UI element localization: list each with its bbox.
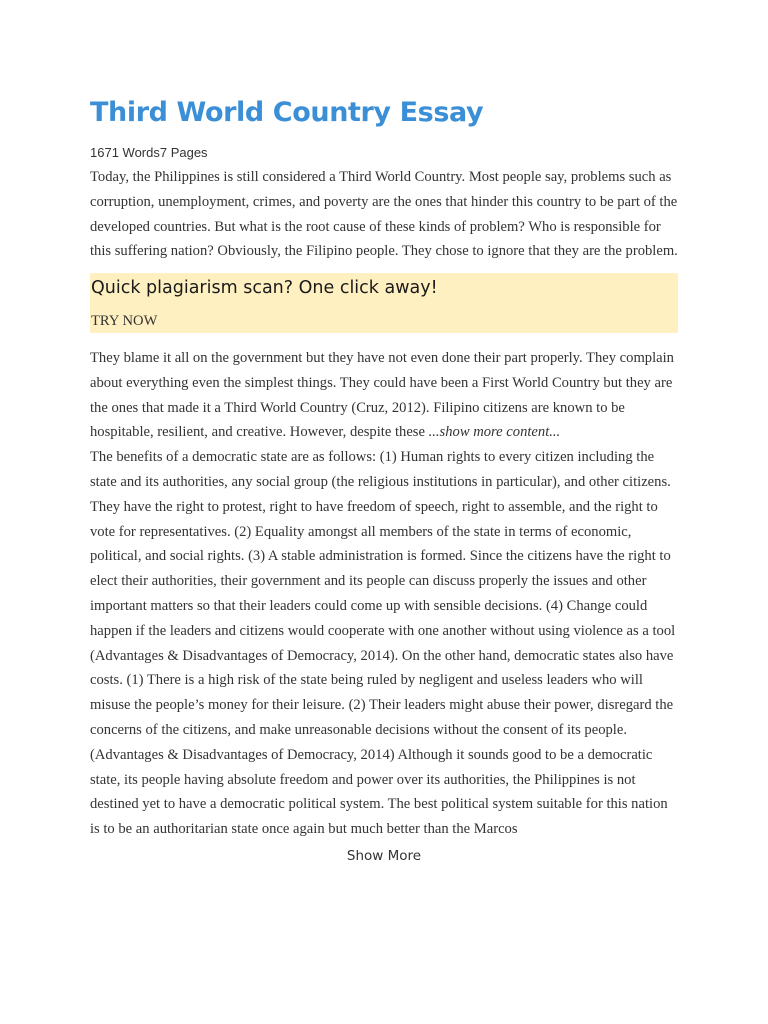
show-more-content-link[interactable]: ...show more content... — [428, 424, 561, 441]
essay-meta: 1671 Words7 Pages — [90, 145, 208, 160]
essay-paragraph-democracy: The benefits of a democratic state are as follows: (1) Human rights to every citizen including the state and its authorities, any social group (the religious institutions in particular), and other citizens. They have the right to protest, right to have freedom of speech, right to assemble, and the right to vote for representatives. (2) Equality amongst all members of the state in terms of economic, political, and social rights. (3) A stable administration is formed. Since the citizens have the right to elect their authorities, their government and its people can discuss properly the issues and other important matters so that their leaders could come up with sensible decisions. (4) Change could happen if the leaders and citizens would cooperate with one another without using violence as a tool (Advantages & Disadvantages of Democracy, 2014). On the other hand, democratic states also have costs. (1) There is a high risk of the state being ruled by negligent and useless leaders who will misuse the people’s money for their leisure. (2) Their leaders might abuse their power, disregard the concerns of the citizens, and make unreasonable decisions without the consent of its people. (Advantages & Disadvantages of Democracy, 2014) Although it sounds good to be a democratic state, its people having absolute freedom and power over its authorities, the Philippines is not destined yet to have a democratic political system. The best political system suitable for this nation is to be an authoritarian state once again but much better than the Marcos — [90, 449, 676, 838]
essay-paragraph-body — [90, 346, 678, 445]
promo-headline: Quick plagiarism scan? One click away! — [91, 278, 438, 298]
try-now-link[interactable]: TRY NOW — [91, 313, 158, 329]
plagiarism-promo-banner — [90, 273, 678, 333]
essay-paragraph-body-text: They blame it all on the government but they have not even done their part properly. They complain about everything even the simplest things. They could have been a First World Country but they are the ones that made it a Third World Country (Cruz, 2012). Filipino citizens are known to be hospitable, resilient, and creative. However, despite these — [90, 350, 674, 441]
essay-paragraph-intro: Today, the Philippines is still considered a Third World Country. Most people say, problems such as corruption, unemployment, crimes, and poverty are the ones that hinder this country to be part of the developed countries. But what is the root cause of these kinds of problem? Who is responsible for this suffering nation? Obviously, the Filipino people. They chose to ignore that they are the problem. — [90, 169, 678, 260]
essay-title: Third World Country Essay — [90, 97, 484, 128]
essay-page — [90, 94, 678, 866]
show-more-button[interactable]: Show More — [346, 847, 422, 864]
